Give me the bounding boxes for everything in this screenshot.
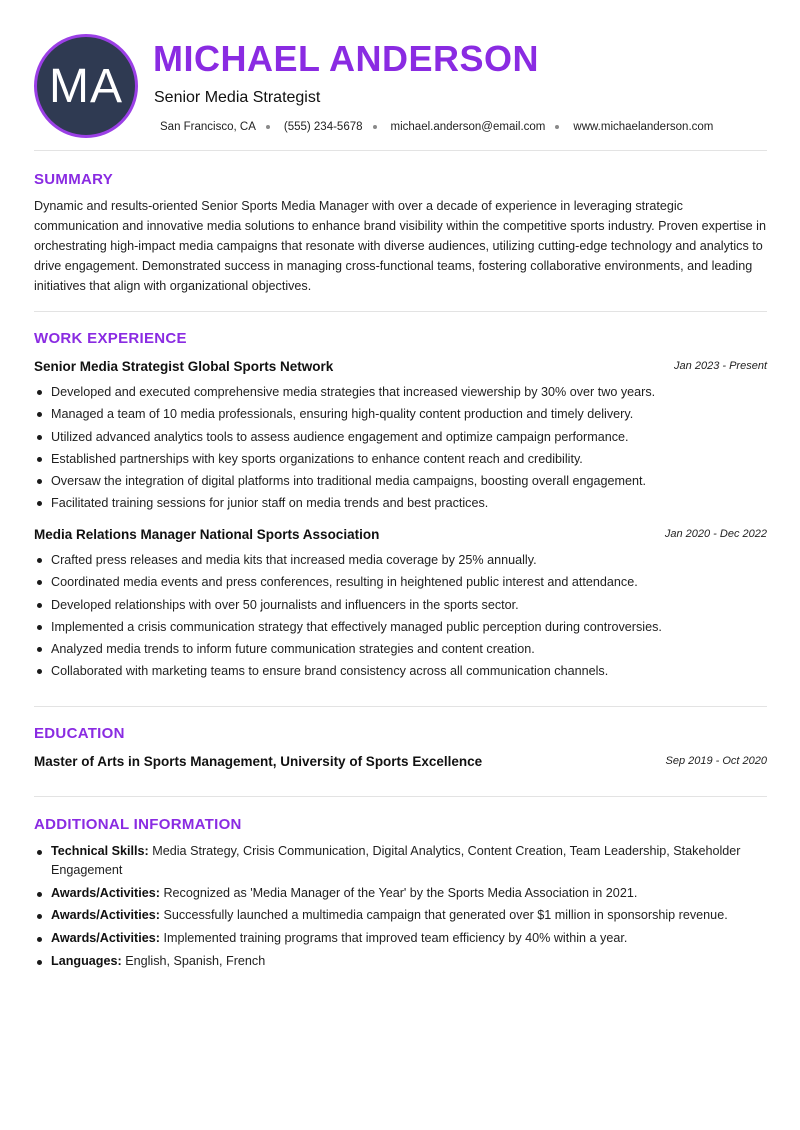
- candidate-name: MICHAEL ANDERSON: [153, 38, 540, 79]
- list-item: Utilized advanced analytics tools to assess audience engagement and optimize campaign performance.: [34, 426, 774, 448]
- item-text: Media Strategy, Crisis Communication, Digital Analytics, Content Creation, Team Leadership, Stakeholder Engagement: [51, 844, 741, 877]
- separator-dot: [555, 125, 559, 129]
- list-item: [34, 884, 767, 903]
- job-bullets: [34, 549, 774, 683]
- list-item: [34, 842, 767, 880]
- separator-dot: [373, 125, 377, 129]
- avatar: [34, 34, 138, 138]
- list-item: Developed and executed comprehensive media strategies that increased viewership by 30% over two years.: [34, 381, 774, 403]
- summary-text: Dynamic and results-oriented Senior Sports Media Manager with over a decade of experience in leveraging strategic communication and innovative media solutions to enhance brand visibility within the competitive sports industry. Proven expertise in orchestrating high-impact media campaigns that resonate with diverse audiences, utilizing cutting-edge technology and analytics to drive engagement. Demonstrated success in managing cross-functional teams, fostering collaborative environments, and leading initiatives that align with organizational objectives.: [34, 199, 766, 293]
- item-label: Awards/Activities:: [51, 908, 160, 922]
- contact-phone: (555) 234-5678: [283, 121, 363, 133]
- job-title: Media Relations Manager National Sports Association: [34, 527, 380, 542]
- list-item: Developed relationships with over 50 journalists and influencers in the sports sector.: [34, 594, 774, 616]
- section-title-experience: WORK EXPERIENCE: [34, 330, 187, 347]
- list-item: Collaborated with marketing teams to ensure brand consistency across all communication channels.: [34, 660, 774, 682]
- job-dates: Jan 2020 - Dec 2022: [664, 528, 767, 540]
- item-text: Successfully launched a multimedia campaign that generated over $1 million in sponsorship revenue.: [163, 908, 728, 922]
- candidate-role: Senior Media Strategist: [154, 89, 321, 106]
- job-header: [34, 359, 767, 377]
- contact-website[interactable]: www.michaelanderson.com: [573, 121, 714, 133]
- list-item: [34, 952, 767, 971]
- job-title: Senior Media Strategist Global Sports Network: [34, 359, 334, 374]
- degree: Master of Arts in Sports Management, University of Sports Excellence: [34, 754, 483, 769]
- item-text: English, Spanish, French: [125, 953, 266, 968]
- list-item: Analyzed media trends to inform future communication strategies and content creation.: [34, 638, 774, 660]
- item-label: Awards/Activities:: [51, 885, 160, 900]
- contact-line: [160, 121, 713, 133]
- divider: [34, 311, 767, 312]
- divider: [34, 796, 767, 797]
- list-item: Established partnerships with key sports organizations to enhance content reach and credibility.: [34, 448, 774, 470]
- item-text: Implemented training programs that improved team efficiency by 40% within a year.: [163, 930, 628, 945]
- list-item: Coordinated media events and press conferences, resulting in heightened public interest and attendance.: [34, 571, 774, 593]
- contact-email[interactable]: michael.anderson@email.com: [390, 121, 546, 133]
- education-entry: [34, 754, 767, 772]
- list-item: [34, 929, 767, 948]
- section-title-education: EDUCATION: [34, 725, 125, 742]
- list-item: Oversaw the integration of digital platforms into traditional media campaigns, boosting overall engagement.: [34, 470, 774, 492]
- education-dates: Sep 2019 - Oct 2020: [665, 755, 767, 767]
- avatar-initials: MA: [49, 59, 123, 113]
- separator-dot: [266, 125, 270, 129]
- item-label: Languages:: [51, 953, 122, 968]
- contact-location: San Francisco, CA: [160, 121, 256, 133]
- section-title-summary: SUMMARY: [34, 171, 114, 188]
- list-item: Facilitated training sessions for junior staff on media trends and best practices.: [34, 492, 774, 514]
- list-item: Crafted press releases and media kits that increased media coverage by 25% annually.: [34, 549, 774, 571]
- list-item: Managed a team of 10 media professionals, ensuring high-quality content production and timely delivery.: [34, 403, 774, 425]
- job-header: [34, 527, 767, 545]
- job-dates: Jan 2023 - Present: [674, 360, 767, 372]
- item-text: Recognized as 'Media Manager of the Year' by the Sports Media Association in 2021.: [163, 885, 638, 900]
- list-item: [34, 906, 767, 925]
- item-label: Technical Skills:: [51, 844, 149, 858]
- additional-list: [34, 842, 767, 974]
- job-bullets: [34, 381, 774, 515]
- list-item: Implemented a crisis communication strategy that effectively managed public perception during controversies.: [34, 616, 774, 638]
- item-label: Awards/Activities:: [51, 930, 160, 945]
- section-title-additional: ADDITIONAL INFORMATION: [34, 816, 242, 833]
- divider: [34, 706, 767, 707]
- divider: [34, 150, 767, 151]
